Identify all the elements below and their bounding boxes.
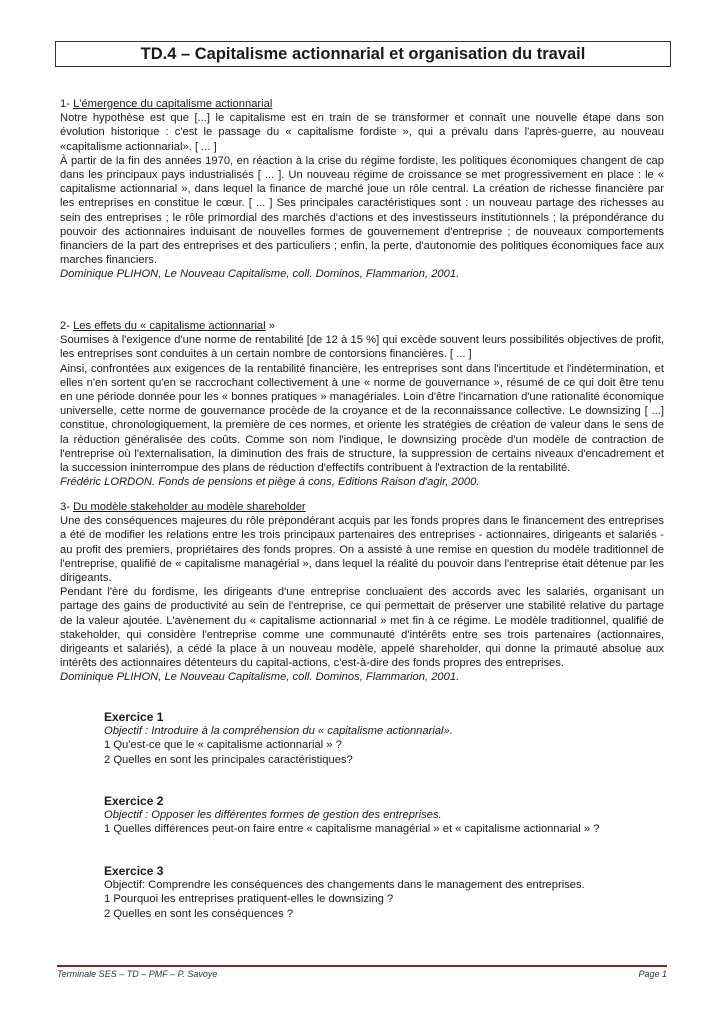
section-2 — [60, 319, 664, 489]
exercise-title: Exercice 2 — [104, 794, 164, 808]
exercise-question: 1 Quelles différences peut-on faire entre « capitalisme managérial » et « capitalisme actionnarial » ? — [104, 823, 600, 836]
page-number: Page 1 — [638, 969, 667, 979]
exercise-objective: Objectif : Opposer les différentes formes de gestion des entreprises. — [104, 809, 442, 822]
exercise-3 — [104, 864, 664, 921]
exercise-question: 1 Qu'est-ce que le « capitalisme actionnarial » ? — [104, 739, 342, 752]
source-citation: Frédéric LORDON. Fonds de pensions et piège à cons, Editions Raison d'agir, 2000. — [60, 476, 480, 489]
section-paragraph: Pendant l'ère du fordisme, les dirigeants d'une entreprise concluaient des accords avec les salariés, organisant un partage des gains de productivité au sein de l'entreprise, ce qui permettait de préserver une stabilité relative du partage de la valeur ajoutée. L'avènement du « capitalisme actionnarial » met fin à ce régime. Le modèle traditionnel, qualifié de stakeholder, qui considère l'entreprise comme une communauté d'intérêts entre ses trois partenaires (actionnaires, dirigeants et salariés), a cédé la place à un nouveau modèle, appelé shareholder, qui donne la primauté absolue aux intérêts des actionnaires détenteurs du capital-actions, c'est-à-dire des fonds propres des entreprises. — [60, 586, 664, 670]
source-citation: Dominique PLIHON, Le Nouveau Capitalisme, coll. Dominos, Flammarion, 2001. — [60, 268, 460, 281]
section-paragraph: À partir de la fin des années 1970, en réaction à la crise du régime fordiste, les politiques économiques changent de cap dans les principaux pays industrialisés [ ... ]. Un nouveau régime de croissance se met progressivement en place : le « capitalisme actionnarial », dans lequel la finance de marché joue un rôle central. La création de richesse financière par les entreprises en constitue le cœur. [ ... ] Ses principales caractéristiques sont : un nouveau partage des richesses au sein des entreprises ; le rôle primordial des marchés d'actions et des investisseurs institutionnels ; la prépondérance du pouvoir des actionnaires induisant de nouvelles formes de gouvernement d'entreprise ; de nouveaux comportements financiers de la part des entreprises et des particuliers ; enfin, la perte, d'autonomie des politiques économiques face aux marches financiers. — [60, 154, 664, 267]
section-paragraph: Une des conséquences majeures du rôle prépondérant acquis par les fonds propres dans le financement des entreprises a été de modifier les relations entre les trois principaux partenaires des entreprises - actionnaires, dirigeants et salariés - au profit des premiers, propriétaires des fonds propres. On a assisté à une remise en question du modèle traditionnel de l'entreprise, qualifié de « capitalisme managérial », dans lequel la réalité du pouvoir dans l'entreprise était détenue par les dirigeants. — [60, 515, 664, 585]
exercise-title: Exercice 1 — [104, 710, 164, 724]
section-1 — [60, 97, 664, 282]
exercise-question: 2 Quelles en sont les conséquences ? — [104, 907, 294, 920]
exercise-question: 1 Pourquoi les entreprises pratiquent-elles le downsizing ? — [104, 893, 394, 906]
exercise-question: 2 Quelles en sont les principales caractéristiques? — [104, 753, 353, 766]
footer-left-text: Terminale SES – TD – PMF – P. Savoye — [57, 969, 218, 979]
section-paragraph: Notre hypothèse est que [...] le capitalisme est en train de se transformer et connaît une nouvelle étape dans son évolution historique : c'est le passage du « capitalisme fordiste », qui a prévalu dans l'après-guerre, au nouveau «capitalisme actionnarial». [ ... ] — [60, 112, 664, 153]
page-title: TD.4 – Capitalisme actionnarial et organisation du travail — [55, 41, 671, 67]
page-footer — [57, 969, 667, 979]
section-heading: 1- L'émergence du capitalisme actionnarial — [60, 98, 273, 110]
exercise-1 — [104, 710, 664, 767]
exercise-objective: Objectif : Introduire à la compréhension du « capitalisme actionnarial». — [104, 725, 453, 738]
exercise-title: Exercice 3 — [104, 864, 164, 878]
exercise-objective: Objectif: Comprendre les conséquences des changements dans le management des entreprises. — [104, 879, 585, 892]
section-heading: 2- Les effets du « capitalisme actionnarial » — [60, 320, 275, 332]
footer-divider — [57, 965, 667, 967]
source-citation: Dominique PLIHON, Le Nouveau Capitalisme, coll. Dominos, Flammarion, 2001. — [60, 671, 460, 684]
section-paragraph: Ainsi, confrontées aux exigences de la rentabilité financière, les entreprises sont dans l'incertitude et l'indétermination, et elles n'en sortent qu'en se raccrochant collectivement à une « norme de gouvernance », résumé de ce qui doit être tenu en une période donnée pour les « bonnes pratiques » managériales. Loin d'être l'incarnation d'une rationalité économique universelle, cette norme de gouvernance procède de la croyance et de la reconnaissance collective. Le downsizing [ ...] constitue, chronologiquement, la première de ces normes, et oriente les stratégies de création de valeur dans le sens de la réduction généralisée des coûts. Comme son nom l'indique, le downsizing procède d'un modèle de contraction de l'entreprise où l'externalisation, la diminution des frais de structure, la suppression de certains niveaux d'encadrement et la succession ininterrompue des plans de réduction d'effectifs contribuent à l'extraction de la rentabilité. — [60, 362, 664, 475]
section-3 — [60, 500, 664, 685]
section-heading: 3- Du modèle stakeholder au modèle shareholder — [60, 501, 306, 513]
exercise-2 — [104, 794, 664, 837]
section-paragraph: Soumises à l'exigence d'une norme de rentabilité [de 12 à 15 %] qui excède souvent leurs possibilités objectives de profit, les entreprises sont conduites à un certain nombre de contorsions financières. [ ... ] — [60, 334, 664, 361]
